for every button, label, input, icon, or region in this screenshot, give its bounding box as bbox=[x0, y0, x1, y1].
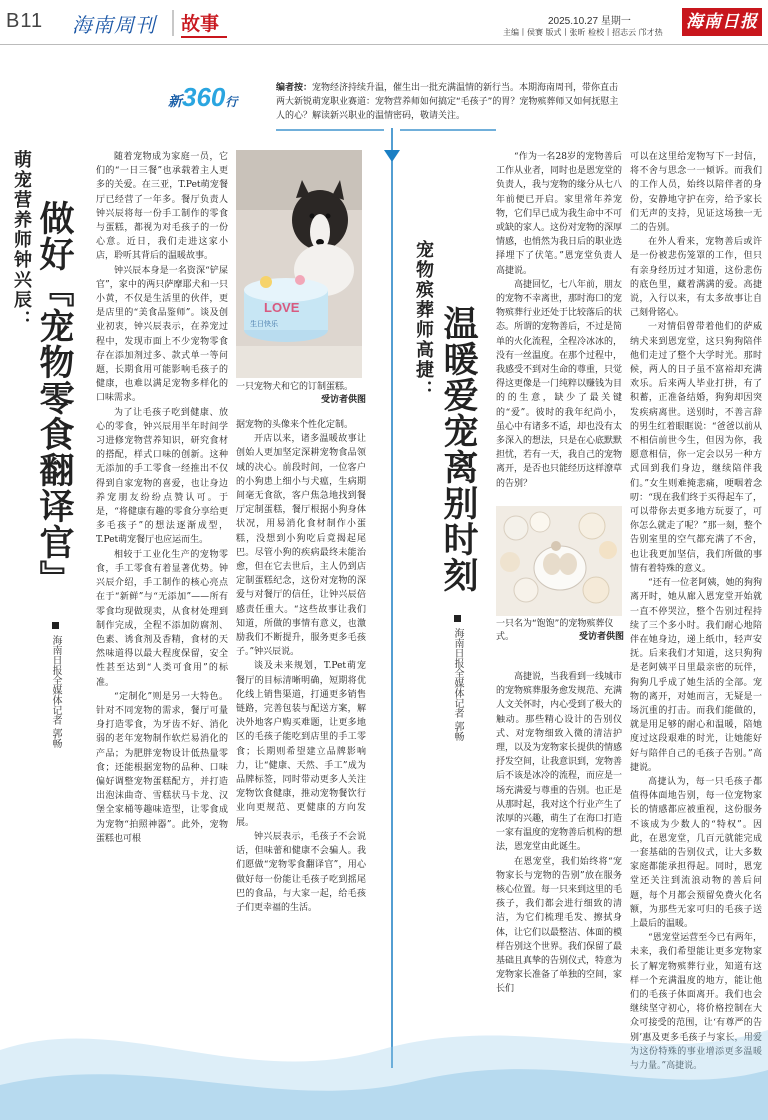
editor-note-text: 宠物经济持续升温，催生出一批充满温情的新行当。本期海南周刊，带你直击两大新锐萌宠职业赛道：宠物营养师如何搞定“毛孩子”的胃？宠物殡葬师又如何抚慰主人的心？解读新兴职业的温情密码，敬请关注。 bbox=[276, 83, 619, 121]
logo-number: 360 bbox=[182, 82, 226, 112]
logo-suffix: 行 bbox=[225, 95, 238, 109]
paragraph: “定制化”则是另一大特色。针对不同宠物的需求，餐厅可量身打造零食，为牙齿不好、消化弱的老年宠物制作软烂易消化的产品；为肥胖宠物设计低热量零食；还能根据宠物的品种、口味偏好调整宠物蛋糕配方，并打造出泡沫曲奇、雪糕状马卡龙、汉堡全家桶等趣味造型，让零食成为宠物“拍照神器”。此外，宠物蛋糕也可根 bbox=[96, 691, 228, 844]
story2-photo-caption bbox=[496, 618, 624, 644]
story1-kicker: 萌宠营养师钟兴辰： bbox=[11, 150, 32, 330]
paragraph: 相较于工业化生产的宠物零食，手工零食有着显著优势。钟兴辰介绍，手工制作的核心亮点在于“新鲜”与“无添加”——所有零食均现做现卖，从食材处理到制作完成，全程不添加防腐剂、色素、诱食剂及香精，食材的天然味道得以最大程度保留，安全性甚至达到“人类可食用”的标准。 bbox=[96, 549, 228, 688]
weekly-name: 海南周刊 bbox=[72, 13, 156, 37]
header-divider bbox=[172, 10, 174, 36]
page-number: B11 bbox=[6, 10, 44, 32]
memorial-illustration bbox=[496, 506, 622, 616]
paragraph: 高捷说，当我看到一线城市的宠物殡葬服务愈发规范、充满人文关怀时，内心受到了极大的触动。那些精心设计的告别仪式、对宠物细致入微的清洁护理，以及为宠物家长提供的情感抒发空间，让我意识到，宠物善后不该是冰冷的流程，而应是一场充满爱与尊重的告别。也正是从那时起，我对这个行业产生了浓厚的兴趣，萌生了在海口打造一家有温度的宠物善后机构的想法，恩宠堂由此诞生。 bbox=[496, 672, 622, 853]
paragraph: 高捷回忆，七八年前，朋友的宠物不幸离世，那时海口的宠物殡葬行业还处于比较落后的状态。所谓的宠物善后，不过是简单的火化流程，全程冷冰冰的，没有一丝温度。在那个过程中，我感受不到对生命的尊重，只觉得这更像是一门纯粹以赚钱为目的的生意，缺少了最关键的“爱”。彼时的我年纪尚小，虽心中有诸多不适，却也没有太多深入的想法，只是在心底默默担忧，若有一天，我自己的宠物离开，是否也只能经历这样潦草的告别？ bbox=[496, 279, 622, 489]
dog-cake-photo bbox=[236, 150, 362, 378]
story1-photo-caption bbox=[236, 381, 366, 407]
section-underline bbox=[181, 36, 227, 38]
story1-column-2 bbox=[236, 418, 366, 950]
paragraph: 开店以来，诸多温暖故事让创始人更加坚定深耕宠物食品领域的决心。前段时间，一位客户的小狗患上细小与犬瘟，生病期间毫无食欲，客户焦急地找到餐厅定制蛋糕，餐厅根据小狗身体状况，用易消化食材制作小蛋糕，没想到小狗吃后竟揭起尾巴。尽管小狗的疾病最终未能治愈，但在它去世后，主人仍到店定制蛋糕纪念，这份对宠物的深爱与对餐厅的信任，让钟兴辰倍感责任重大。“这些故事让我们知道，所做的事情有意义，也激励我们不断提升，服务更多毛孩子。”钟兴辰说。 bbox=[236, 434, 366, 658]
story2-headline: 温暖爱宠离别时刻 bbox=[438, 305, 479, 593]
byline-square bbox=[52, 622, 59, 629]
story1-byline-text: 海南日报全媒体记者 郭畅 bbox=[50, 635, 61, 749]
header-rule bbox=[0, 44, 768, 45]
story2-column-1 bbox=[496, 150, 622, 500]
editor-note-label: 编者按： bbox=[276, 83, 313, 93]
story1-byline bbox=[48, 622, 63, 748]
paragraph: 在恩宠堂，我们始终将“宠物家长与宠物的告别”放在服务核心位置。每一只来到这里的毛孩子，我们都会进行细致的清洁，为它们梳理毛发、擦拭身体，让它们以最整洁、体面的模样告别这个世界。我们保留了最基础且真挚的告别仪式，特意为宠物家长准备了单独的空间，家长们 bbox=[496, 856, 622, 995]
story1-column-1 bbox=[96, 150, 228, 950]
paragraph: 钟兴辰表示，毛孩子不会说话，但味蕾和健康不会骗人。我们愿做“宠物零食翻译官”，用心做好每一份能让毛孩子吃到摇尾巴的食品，与大家一起，给毛孩子们更幸福的生活。 bbox=[236, 831, 366, 913]
story1-headline: 做好『宠物零食翻译官』 bbox=[34, 200, 75, 596]
story2-byline bbox=[450, 615, 465, 741]
section-label: 故事 bbox=[181, 13, 220, 35]
paragraph: 一对情侣曾带着他们的萨威纳犬来到恩宠堂，这只狗狗陪伴他们走过了整个大学时光。那时候，两人的日子虽不富裕却充满欢乐。后来两人毕业打拼，有了积蓄，正准备结婚，狗狗却因突发疾病离世。送别时，不善言辞的男生红着眼眶说：“爸爸以前从不相信前世今生，但因为你，我愿意相信，你一定会以另一种方式回到我们身边，继续陪伴我们。”女生则难掩悲痛，哽咽着念叨：“现在我们终于买得起车了，可以带你去更多地方玩耍了，可你怎么就走了呢？”那一刻，整个告别室里的空气都充满了不舍，也让我更加坚信，我们所做的事情有着特殊的意义。 bbox=[630, 322, 762, 574]
story-divider bbox=[384, 128, 400, 1068]
cake-love-text: LOVE bbox=[264, 300, 300, 315]
newspaper-masthead: 海南日报 bbox=[682, 8, 762, 36]
story2-column-2 bbox=[496, 670, 622, 1070]
editor-credits: 主编丨侯赛 版式丨张昕 检校丨招志云 邝才热 bbox=[503, 28, 663, 37]
paragraph: 钟兴辰本身是一名资深“铲屎官”，家中的两只萨摩耶犬和一只小黄，不仅是生活里的伙伴，更是店里的“美食品鉴师”。谈及创业初衷，钟兴辰表示，在养宠过程中，发现市面上不少宠物零食存在添加剂过多、款式单一等问题，长期食用可能影响毛孩子的健康，也难以满足宠物多样化的口味需求。 bbox=[96, 265, 228, 404]
cake-birthday-text: 生日快乐 bbox=[250, 320, 278, 328]
paragraph: 谈及未来规划，T.Pet萌宠餐厅的目标清晰明确，短期将优化线上销售渠道，打通更多销售链路，完善包装与配送方案，解决外地客户购买难题，让更多地区的毛孩子能吃到店里的手工零食；长期则希望建立品牌影响力，让“健康、天然、手工”成为品牌标签，同时带动更多人关注宠物饮食健康，推动宠物餐饮行业向更规范、更健康的方向发展。 bbox=[236, 661, 366, 828]
issue-date: 2025.10.27 星期一 bbox=[548, 16, 631, 27]
paragraph: 可以在这里给宠物写下一封信，将不舍与思念一一倾诉。而我们的工作人员，始终以陪伴者的身份，安静地守护在旁，给予家长们无声的支持，见证这场独一无二的告别。 bbox=[630, 152, 762, 234]
paragraph: 据宠物的头像来个性化定制。 bbox=[236, 420, 354, 430]
paragraph: “作为一名28岁的宠物善后工作从业者，同时也是恩宠堂的负责人，我与宠物的缘分从七八年前便已开启。家里常年养宠物，它们早已成为我生命中不可或缺的家人。这份对宠物的深厚情感，也悄然为我日后的职业选择埋下了伏笔。”恩宠堂负责人高捷说。 bbox=[496, 152, 622, 276]
paragraph: “还有一位老阿姨，她的狗狗离开时，她从廊入恩宠堂开始就一直不停哭泣，整个告别过程持续了三个多小时。我们耐心地陪伴在她身边，递上纸巾，轻声安抚。后来我们才知道，这只狗狗是老阿姨平日里最亲密的玩伴，狗狗几乎成了她生活的全部。宠物的离开，对她而言，无疑是一场沉重的打击。而我们能做的，就是用足够的耐心和温暖，陪她度过这段艰难的时光，让她能好好与陪伴自己的毛孩子告别。”高捷说。 bbox=[630, 578, 762, 773]
paragraph: 为了让毛孩子吃到健康、放心的零食，钟兴辰用半年时间学习进修宠物营养知识，研究食材的搭配，样式口味的创新。这种无添加的手工零食一经推出不仅得到自家宠物的喜爱，也让身边养宠朋友纷纷点赞认可。于是，“将健康有趣的零食分享给更多毛孩子”的想法逐渐成型，T.Pet萌宠餐厅也应运而生。 bbox=[96, 407, 228, 546]
paragraph: 在外人看来，宠物善后或许是一份被悲伤笼罩的工作，但只有亲身经历过才知道，这份悲伤的底色里，藏着满满的爱。高捷说，入行以来，有太多故事让自己刻骨铭心。 bbox=[630, 237, 762, 319]
story2-byline-text: 海南日报全媒体记者 郭畅 bbox=[452, 628, 463, 742]
logo-prefix: 新 bbox=[168, 93, 182, 109]
story2-kicker: 宠物殡葬师高捷： bbox=[413, 240, 434, 400]
paragraph: 高捷认为，每一只毛孩子都值得体面地告别，每一位宠物家长的情感都应被重视，这份服务不该成为少数人的“特权”。因此，在恩宠堂，几百元就能完成一套基础的告别仪式，让大多数家庭都能承担得起。同时，恩宠堂还关注到流浪动物的善后问题，每个月都会预留免费火化名额，为那些无家可归的毛孩子送上最后的温暖。 bbox=[630, 776, 762, 929]
column-logo bbox=[168, 82, 237, 113]
dog-cake-illustration bbox=[236, 150, 362, 378]
photo-credit: 受访者供图 bbox=[578, 632, 624, 642]
story2-column-3 bbox=[630, 150, 762, 1080]
caption-text: 一只名为“饱饱”的宠物殡葬仪式。 bbox=[496, 619, 614, 642]
memorial-photo bbox=[496, 506, 622, 616]
byline-square bbox=[454, 615, 461, 622]
page-header bbox=[0, 0, 768, 44]
paragraph: “恩宠堂运营至今已有两年，未来，我们希望能让更多宠物家长了解宠物殡葬行业，知道有这样一个充满温度的地方，能让他们的毛孩子体面离开。我们也会继续坚守初心，将价格控制在大众可接受的范围，让‘有尊严的告别’惠及更多毛孩子与家长，用爱为这份特殊的事业增添更多温暖与力量。”高捷说。 bbox=[630, 933, 762, 1071]
caption-text: 一只宠物犬和它的订制蛋糕。 bbox=[236, 382, 354, 392]
photo-credit: 受访者供图 bbox=[320, 395, 366, 405]
paragraph: 随着宠物成为家庭一员，它们的“一日三餐”也承载着主人更多的关爱。在三亚，T.Pet萌宠餐厅已经营了一年多。餐厅负责人钟兴辰将每一份手工制作的零食与蛋糕，都视为对毛孩子的一份心意。近日，我们走进这家小店，聆听其背后的温暖故事。 bbox=[96, 152, 228, 262]
editor-note bbox=[276, 81, 620, 123]
